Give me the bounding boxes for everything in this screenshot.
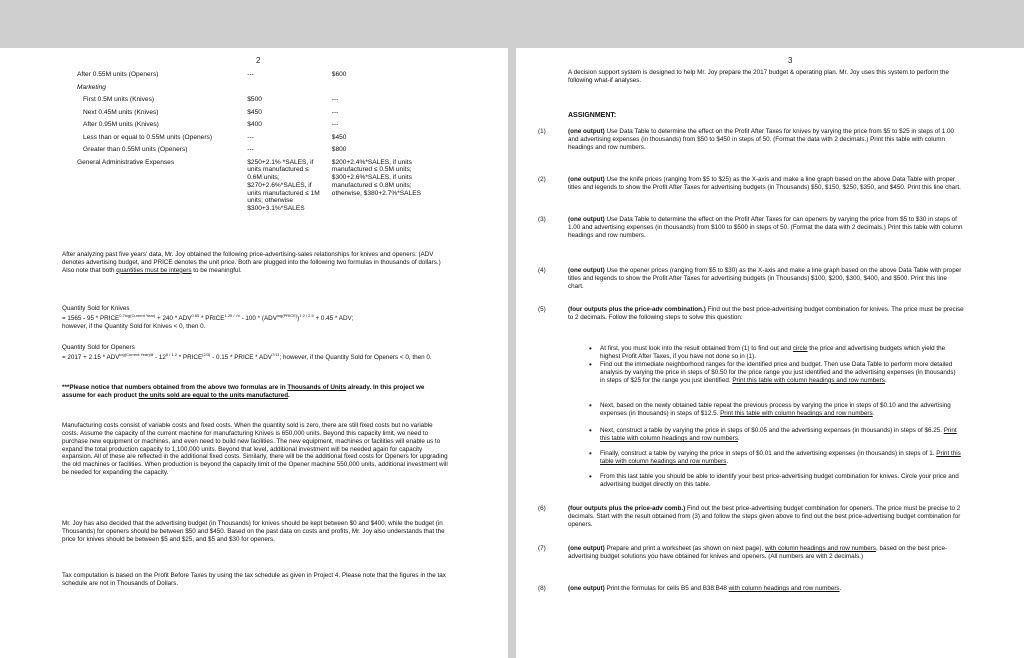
text: - 12: [153, 353, 166, 361]
text: - 0.15 * PRICE * ADV: [210, 353, 272, 361]
row-label: After 0.95M units (Knives): [83, 121, 159, 128]
page-number: 3: [788, 56, 793, 65]
text: the price and advertising budgets which yield the highest Profit After Taxes, if you have not done so in (1).: [600, 345, 946, 360]
text: + 240 * ADV: [155, 314, 192, 322]
text: the units sold are equal to the units manufactured: [138, 391, 289, 399]
text: ): [297, 314, 300, 322]
item-number: (2): [538, 176, 546, 183]
bullet-icon: •: [589, 472, 592, 481]
text: Next, construct a table by varying the price in steps of $0.05 and the advertising expenses (in thousands) in steps of $6.25.: [600, 427, 944, 434]
row-label: After 0.55M units (Openers): [77, 71, 159, 78]
assignment-item-6: [538, 505, 964, 529]
text: (four outputs plus the price-adv comb.): [568, 505, 686, 512]
openers-cost: $200+2.4%*SALES, if units manufactured ≤ 0.5M units; $300+2.6%*SALES, if units manufactured ≤ 0.8M units; otherwise, $380+2.7%*SALES: [331, 158, 422, 197]
text: At first, you must look into the result obtained from (1) to find out and: [600, 345, 793, 352]
assignment-item-1: [538, 128, 964, 152]
section-label-marketing: Marketing: [77, 83, 106, 91]
knives-cost: ---: [247, 71, 254, 78]
knives-cost: $250+2.1% *SALES, if units manufactured ≤ 0.6M units; $270+2.6%*SALES, if units manufactured ≤ 1M units; otherwise $300+3.1%*SALES: [247, 158, 320, 213]
text: Use the knife prices (ranging from $5 to $25) as the X-axis and make a line graph based on the above Data Table with proper titles and legends to show the Profit After Taxes for advertising budgets (in Thousands) $50, $150, $250, $350, and $450. Print this line chart.: [568, 176, 961, 191]
text: * PRICE: [176, 353, 203, 361]
text: = 1565 - 95 * PRICE: [62, 314, 120, 322]
formula-line: [62, 352, 450, 362]
text: * PRICE: [199, 314, 225, 322]
assignment-item-2: [538, 176, 964, 192]
text: .: [884, 376, 887, 384]
text: = 2017 + 2.15 * ADV: [62, 353, 120, 361]
text: (one output): [568, 128, 605, 135]
knives-cost: $500: [247, 96, 262, 103]
table-row: [77, 134, 447, 147]
assignment-item-4: [538, 267, 964, 291]
text: 1.25 / √x: [224, 312, 240, 318]
bullet-item: [589, 360, 962, 385]
knives-cost: ---: [247, 146, 254, 153]
cost-table: [77, 71, 447, 213]
text: Prepare and print a worksheet (as shown on next page),: [604, 545, 766, 552]
text: already. In this project we assume for each product: [62, 384, 425, 399]
text: Find out the immediate neighborhood ranges for the identified price and budget. Then use Data Table to perform more detailed analysis by varying the price in steps of $0.50 for the price range you just identified and the advertising expenses (in thousands) in steps of $25 for the range you just identified.: [600, 361, 956, 384]
text: ***Please notice that numbers obtained from the above two formulas are in: [62, 384, 288, 391]
text: After analyzing past five years' data, Mr. Joy obtained the following price-advertising-sales relationships for knives and openers: (ADV denotes advertising budget, and PRICE denotes the unit price. Both are plugged into the following two formulas in thousands of dollars.) Also note that both: [62, 251, 441, 274]
text: (one output): [568, 585, 605, 592]
text: Print this table with column headings and row numbers: [600, 450, 961, 465]
text: with column headings and row numbers: [728, 585, 840, 592]
assignment-item-3: [538, 216, 964, 240]
text: quantities must be integers: [116, 266, 192, 274]
row-label: Greater than 0.55M units (Openers): [83, 146, 188, 153]
text: Print this table with column headings and row numbers: [720, 409, 873, 417]
bullet-icon: •: [589, 426, 592, 435]
text: Find out the best price-advertising budget combination for knives. The price must be precise to 2 decimals. Follow the following steps to solve this question:: [568, 306, 964, 321]
table-row: [77, 121, 447, 134]
text: 0.7log(Current Year): [119, 312, 156, 318]
text: - 100 * (ADV: [239, 314, 277, 322]
text: .: [872, 409, 875, 417]
text: Find out the best price-advertising budget combination for openers. The price must be precise to 2 decimals. Start with the result obtained from (3) and follow the steps given above to find out the best price-advertising budget combination for openers.: [568, 505, 961, 528]
text: , based on the best price-advertising budget solutions you have obtained for knives and openers. (All numbers are with 2 decimals.): [568, 545, 948, 560]
openers-cost: ---: [331, 96, 339, 103]
openers-cost: $600: [331, 71, 347, 78]
text: circle: [792, 345, 808, 352]
analysis-paragraph: [62, 251, 448, 275]
text: .: [288, 391, 290, 399]
text: Print the formulas for cells B5 and B38:B48: [604, 585, 729, 592]
openers-cost: ---: [331, 121, 339, 128]
text: 0.65: [191, 312, 200, 318]
assignment-heading: ASSIGNMENT:: [568, 112, 617, 119]
openers-cost: ---: [331, 108, 339, 116]
table-row: [77, 96, 447, 109]
page-number: 2: [256, 56, 261, 65]
text: Use Data Table to determine the effect on the Profit After Taxes for knives by varying the price from $5 to $25 in steps of 1.00 and advertising expenses (in thousands) from $50 to $450 in steps of 50. (Format the data with 2 decimals.) Print this table with column headings and row numbers.: [568, 128, 955, 151]
text: log(PRICE): [276, 312, 298, 318]
formula-note: however, if the Quantity Sold for Knives < 0, then 0.: [62, 322, 206, 330]
bullet-item: [589, 426, 962, 443]
text: From this last table you should be able to identify your best price-advertising budget combination for knives. Circle your price and advertising budget directly on this table.: [600, 473, 959, 488]
text: .: [737, 434, 740, 442]
text: .: [726, 457, 729, 465]
text: (one output): [568, 545, 605, 552]
bullet-icon: •: [589, 360, 592, 369]
row-label: First 0.5M units (Knives): [83, 96, 155, 103]
formula-title: Quantity Sold for Knives: [62, 305, 130, 312]
row-label: General Administrative Expenses: [77, 158, 175, 166]
text: log(Current Year)/8: [119, 351, 154, 357]
manufacturing-paragraph: Manufacturing costs consist of variable costs and fixed costs. When the quantity sold is zero, there are still fixed costs but no variable costs. Assume the capacity of the current machine for manufacturing Knives is 650,000 units. Beyond this capacity limit, we need to purchase new equipment or machines, and even need to build new facilities. The new equipment, machines or facilities will enable us to expand the total production capacity to 1,100,000 units. Beyond that level, additional investment will be needed again for capacity expansion. All of these are reflected in the additional fixed costs. Similarly, there will be the additional fixed costs for Openers for upgrading the old machines or facilities. When production is beyond the capacity limit of the Opener machine 550,000 units, additional investment will be needed for expanding the capacity.: [62, 422, 448, 477]
item-number: (3): [538, 216, 546, 223]
text: Print this table with column headings and row numbers: [600, 427, 957, 442]
bullet-item: [589, 449, 962, 466]
openers-cost: $450: [331, 133, 347, 141]
formula-line: [62, 313, 462, 323]
table-row: [77, 71, 447, 84]
notice-paragraph: [62, 384, 448, 400]
right-page: [516, 48, 1024, 658]
item-number: (4): [538, 267, 546, 274]
text: Thousands of Units: [287, 384, 347, 391]
text: (one output): [568, 267, 605, 274]
text: + 0.45 * ADV;: [313, 314, 354, 322]
item-number: (8): [538, 585, 546, 592]
item-number: (7): [538, 545, 546, 552]
row-label: Less than or equal to 0.55M units (Openers): [83, 133, 213, 141]
text: (one output): [568, 176, 605, 183]
table-row: [77, 84, 447, 97]
knives-cost: $400: [247, 121, 262, 128]
text: (four outputs plus the price-adv combination.): [568, 306, 706, 313]
item-number: (5): [538, 306, 546, 313]
knives-cost: $450: [247, 108, 262, 116]
formula-title: Quantity Sold for Openers: [62, 344, 135, 351]
bullet-icon: •: [589, 401, 592, 410]
left-page: [0, 48, 508, 658]
table-row: [77, 146, 447, 159]
text: with column headings and row numbers: [765, 545, 876, 552]
table-row: [77, 159, 447, 213]
text: .: [839, 585, 842, 592]
text: Finally, construct a table by varying the price in steps of $0.01 and the advertising expenses (in thousands) in steps of 1.: [600, 450, 937, 457]
assignment-item-7: [538, 545, 964, 561]
item-number: (6): [538, 505, 546, 512]
text: 1.2 / 2.5: [299, 312, 314, 318]
openers-formula: [62, 344, 450, 362]
knives-cost: ---: [247, 133, 254, 141]
bullet-icon: •: [589, 449, 592, 458]
text: 6 / 1.2: [165, 351, 177, 357]
intro-paragraph: A decision support system is designed to help Mr. Joy prepare the 2017 budget & operating plan. Mr. Joy uses this system to perform the following what-if analyses.: [568, 69, 949, 84]
item-number: (1): [538, 128, 546, 135]
openers-cost: $800: [331, 146, 347, 153]
bullet-item: [589, 472, 962, 489]
text: 7/11: [272, 351, 280, 357]
bullet-item: [589, 401, 962, 418]
assignment-item-5: [538, 306, 964, 322]
row-label: Next 0.45M units (Knives): [83, 108, 159, 116]
tax-paragraph: Tax computation is based on the Profit Before Taxes by using the tax schedule as given in Project 4. Please note that the figures in the tax schedule are not in Thousands of Dollars.: [62, 572, 446, 587]
text: Next, based on the newly obtained table repeat the previous process by varying the price in steps of $0.10 and the advertising expenses (in thousands) in steps of $12.5.: [600, 402, 951, 417]
assignment-item-8: [538, 585, 964, 593]
text: Print this table with column headings and row numbers: [732, 376, 885, 384]
text: Use Data Table to determine the effect on the Profit After Taxes for can openers by varying the price from $5 to $30 in steps of 1.00 and advertising expenses (in thousands) from $100 to $500 in steps of 50. (Format the data with 2 decimals.) Print this table with column headings and row numbers.: [568, 216, 963, 239]
text: to be meaningful.: [191, 266, 242, 274]
text: Use the opener prices (ranging from $5 to $30) as the X-axis and make a line graph based on the above Data Table with proper titles and legends to show the Profit After Taxes for advertising budgets (in Thousands) $100, $200, $300, $400, and $500. Print this line chart.: [568, 267, 962, 290]
table-row: [77, 109, 447, 122]
bullet-item: [589, 344, 962, 361]
knives-formula: [62, 305, 462, 331]
budget-paragraph: Mr. Joy has also decided that the advertising budget (in Thousands) for knives should be kept between $0 and $400, while the budget (in Thousands) for openers should be between $50 and $450. Based on the past data on costs and profits, Mr. Joy also understands that the price for knives should be between $5 and $25, and $5 and $30 for openers.: [62, 520, 445, 543]
text: ; however, if the Quantity Sold for Openers < 0, then 0.: [279, 353, 432, 361]
bullet-icon: •: [589, 344, 592, 353]
text: (2/3): [202, 351, 211, 357]
text: (one output): [568, 216, 605, 223]
